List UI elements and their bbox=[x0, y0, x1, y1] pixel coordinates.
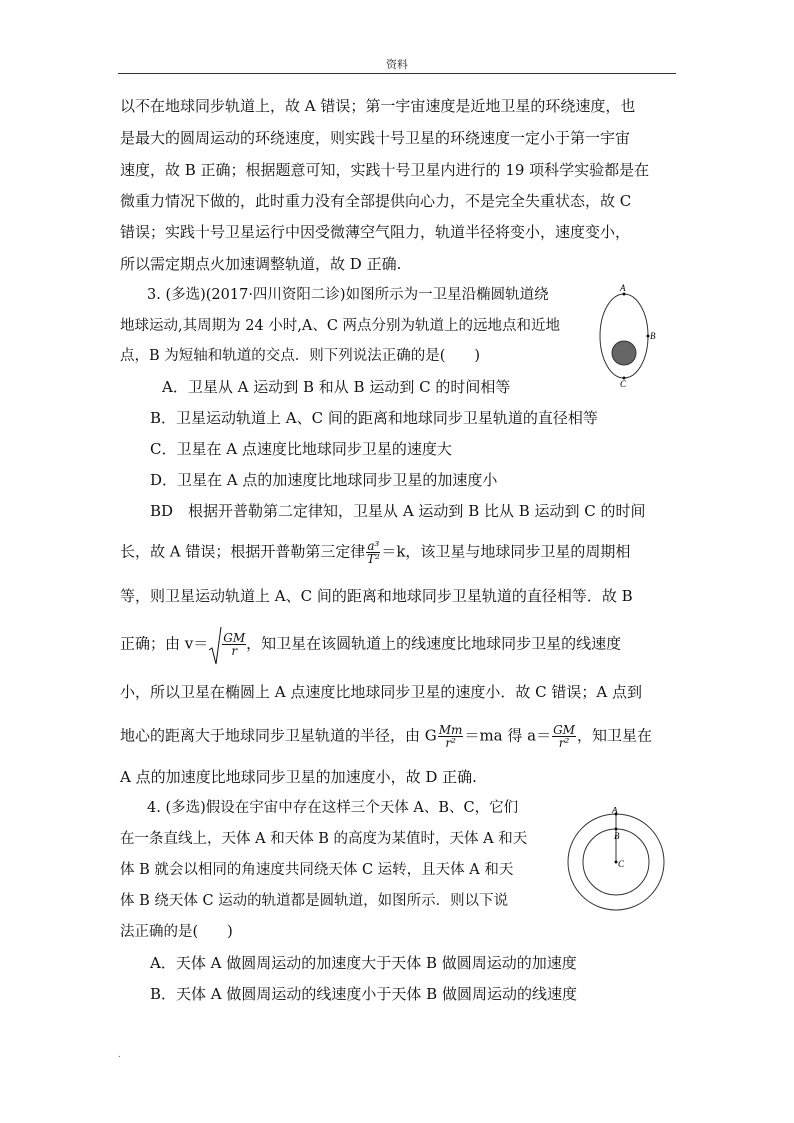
acceleration-fraction: $\frac{GM}{\text{r²}}$ bbox=[553, 723, 575, 750]
question-4-stem: 法正确的是( ) bbox=[120, 924, 233, 940]
label-b: B bbox=[650, 331, 656, 341]
label-a: A bbox=[620, 284, 626, 293]
answer-3-line: A 点的加速度比地球同步卫星的加速度小，故 D 正确. bbox=[120, 768, 477, 786]
label-a: A bbox=[612, 807, 618, 815]
question-3-stem: 3. (多选)(2017·四川资阳二诊)如图所示为一卫星沿椭圆轨道绕 bbox=[147, 287, 549, 303]
answer-3-line: 地心的距离大于地球同步卫星轨道的半径，由 G $\frac{Mm}{\text{r²}}$ ＝ma 得 a＝ $\frac{GM}{\text{r²}}$ ，知卫星在 bbox=[120, 723, 652, 750]
sqrt-expression: $\frac{GM}{r}$ bbox=[208, 632, 246, 657]
answer-3-line: 等，则卫星运动轨道上 A、C 间的距离和地球同步卫星轨道的直径相等．故 B bbox=[120, 587, 633, 605]
question-3-option-c: C．卫星在 A 点速度比地球同步卫星的速度大 bbox=[150, 440, 452, 458]
text-line: 以不在地球同步轨道上，故 A 错误；第一宇宙速度是近地卫星的环绕速度，也 bbox=[120, 97, 636, 115]
question-3-option-d: D．卫星在 A 点的加速度比地球同步卫星的加速度小 bbox=[150, 471, 498, 489]
label-c: C bbox=[618, 859, 625, 869]
text-line: 是最大的圆周运动的环绕速度，则实践十号卫星的环绕速度一定小于第一宇宙 bbox=[120, 129, 631, 147]
earth-disc bbox=[612, 341, 636, 365]
header-divider bbox=[118, 73, 676, 74]
question-3-option-b: B．卫星运动轨道上 A、C 间的距离和地球同步卫星轨道的直径相等 bbox=[150, 409, 598, 427]
text-line: 所以需定期点火加速调整轨道，故 D 正确. bbox=[120, 255, 402, 273]
question-4-option-a: A．天体 A 做圆周运动的加速度大于天体 B 做圆周运动的加速度 bbox=[150, 954, 577, 972]
radical-sign bbox=[208, 626, 222, 666]
concentric-orbit-figure bbox=[563, 807, 669, 913]
question-4-stem: 在一条直线上，天体 A 和天体 B 的高度为某值时，天体 A 和天 bbox=[120, 831, 528, 847]
question-4-option-b: B．天体 A 做圆周运动的线速度小于天体 B 做圆周运动的线速度 bbox=[150, 985, 577, 1003]
page-header: 资料 bbox=[386, 58, 408, 71]
answer-3-line: BD 根据开普勒第二定律知，卫星从 A 运动到 B 比从 B 运动到 C 的时间 bbox=[150, 502, 646, 520]
question-3-stem: 点，B 为短轴和轨道的交点．则下列说法正确的是( ) bbox=[120, 348, 481, 364]
question-3-stem: 地球运动,其周期为 24 小时,A、C 两点分别为轨道上的远地点和近地 bbox=[120, 318, 561, 334]
footer-mark: . bbox=[118, 1050, 121, 1060]
text-line: 微重力情况下做的，此时重力没有全部提供向心力，不是完全失重状态，故 C bbox=[120, 192, 632, 210]
text-line: 错误；实践十号卫星运行中因受微薄空气阻力，轨道半径将变小，速度变小， bbox=[120, 223, 631, 241]
question-4-stem: 4. (多选)假设在宇宙中存在这样三个天体 A、B、C，它们 bbox=[147, 800, 519, 816]
question-3-option-a: A．卫星从 A 运动到 B 和从 B 运动到 C 的时间相等 bbox=[162, 378, 511, 396]
text-line: 速度，故 B 正确；根据题意可知，实践十号卫星内进行的 19 项科学实验都是在 bbox=[120, 161, 650, 179]
kepler-fraction: $\frac{\text{a³}}{\text{T²}}$ bbox=[366, 539, 380, 566]
question-4-stem: 体 B 绕天体 C 运动的轨道都是圆轨道，如图所示．则以下说 bbox=[120, 893, 509, 909]
question-4-stem: 体 B 就会以相同的角速度共同绕天体 C 运转，且天体 A 和天 bbox=[120, 862, 514, 878]
label-c: C bbox=[620, 379, 627, 388]
answer-3-line: 正确；由 v＝ $\frac{GM}{r}$ ，知卫星在该圆轨道上的线速度比地球同步卫星的线速度 bbox=[120, 632, 621, 657]
label-b: B bbox=[614, 831, 620, 841]
answer-3-line: 小，所以卫星在椭圆上 A 点速度比地球同步卫星的速度小．故 C 错误；A 点到 bbox=[120, 683, 642, 701]
gravity-fraction: $\frac{Mm}{\text{r²}}$ bbox=[438, 723, 463, 750]
ellipse-orbit-figure bbox=[596, 284, 660, 388]
answer-3-line: 长，故 A 错误；根据开普勒第三定律 $\frac{\text{a³}}{\text{T²}}$ ＝k，该卫星与地球同步卫星的周期相 bbox=[120, 539, 631, 566]
